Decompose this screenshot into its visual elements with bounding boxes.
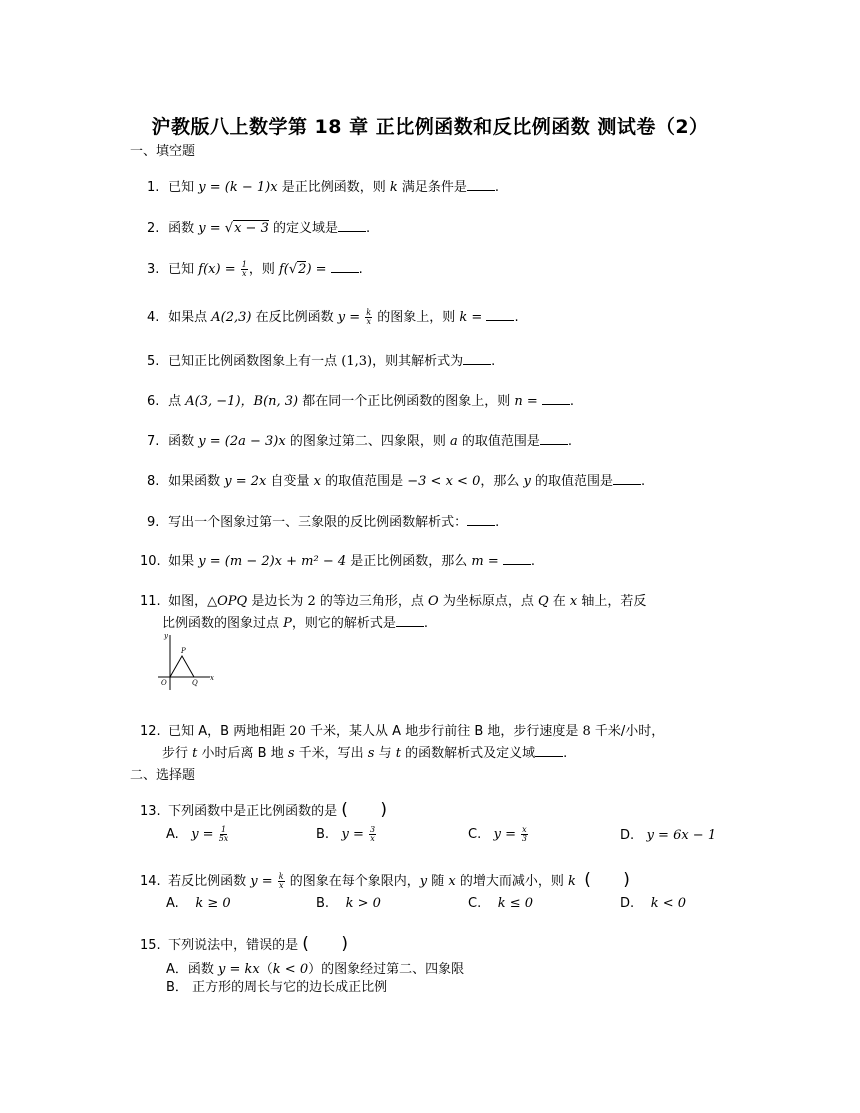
question-1 [147, 176, 499, 195]
text: 函数 [168, 434, 199, 449]
math: A(3, −1)，B(n, 3) [185, 394, 299, 409]
question-15 [140, 934, 348, 954]
question-number: 5. [147, 354, 160, 369]
text: 的取值范围是 [321, 474, 408, 489]
text: . [569, 394, 575, 409]
triangle-opq [170, 656, 194, 677]
option-label: D. [620, 828, 635, 843]
text: 步行 [162, 746, 193, 761]
text: 与 [374, 746, 396, 761]
math: k > 0 [345, 896, 381, 911]
denominator: x [370, 834, 375, 843]
answer-blank[interactable] [486, 309, 514, 321]
question-13 [140, 800, 387, 820]
answer-paren[interactable]: ( ) [341, 800, 387, 820]
numerator: 1 [241, 260, 247, 269]
text: 若反比例函数 [168, 874, 251, 889]
math: y = (k − 1)x [198, 180, 278, 195]
text: . [641, 474, 646, 489]
math: y = [341, 827, 368, 842]
answer-blank[interactable] [467, 179, 495, 191]
text: . [530, 554, 536, 569]
triangle-figure [156, 630, 220, 694]
math: y = (m − 2)x + m² − 4 [198, 554, 347, 569]
text: ，则 [248, 262, 279, 277]
text: 函数 [168, 221, 199, 236]
answer-blank[interactable] [540, 433, 568, 445]
option-d[interactable] [620, 896, 686, 911]
option-label: D. [620, 896, 635, 911]
math: −3 < x < 0 [407, 474, 481, 489]
math: k ≥ 0 [195, 896, 231, 911]
answer-paren[interactable]: ( ) [302, 934, 348, 954]
numerator: 3 [369, 825, 376, 834]
math: y = 2x [224, 474, 267, 489]
text: 的图象上，则 [373, 310, 460, 325]
option-c[interactable] [468, 826, 529, 843]
text: 的等边三角形，点 [315, 594, 429, 609]
option-label: C. [468, 896, 482, 911]
section-choice: 二、选择题 [130, 768, 196, 783]
answer-blank[interactable] [613, 473, 641, 485]
text: 已知 A，B 两地相距 [168, 724, 290, 739]
fraction [521, 826, 528, 843]
text: 函数 [187, 962, 219, 977]
denominator: 3 [521, 834, 527, 843]
option-c[interactable] [468, 896, 533, 911]
text: 的函数解析式及定义域 [400, 746, 536, 761]
text: 随 [427, 874, 449, 889]
text: 的定义域是 [268, 221, 338, 236]
fig-label-p: P [181, 647, 186, 655]
question-5 [147, 350, 495, 369]
text: . [358, 262, 363, 277]
math: A(2,3) [211, 310, 252, 325]
numerator: k [366, 308, 372, 317]
question-number: 1. [147, 180, 160, 195]
math: ) = [306, 262, 331, 277]
text: . [494, 180, 500, 195]
math: s [287, 746, 295, 761]
fig-label-x: x [210, 674, 214, 682]
math: k = [459, 310, 487, 325]
text: 小时后离 B 地 [197, 746, 288, 761]
text: 的取值范围是 [530, 474, 613, 489]
math: y [523, 474, 531, 489]
numerator: x [522, 825, 527, 834]
option-b[interactable] [316, 896, 381, 911]
question-12 [140, 720, 664, 739]
text: 是边长为 [247, 594, 308, 609]
text: 都在同一个正比例函数的图象上，则 [298, 394, 515, 409]
math: y = [191, 827, 218, 842]
math: y = [250, 874, 277, 889]
question-number: 2. [147, 221, 160, 236]
text: 的图象过第二、四象限，则 [285, 434, 450, 449]
text: . [366, 221, 371, 236]
question-11 [140, 590, 646, 609]
question-number: 15. [140, 938, 161, 953]
math: k < 0 [272, 962, 309, 977]
text: 千米，某人从 A 地步行前往 B 地，步行速度是 [305, 724, 583, 739]
question-number: 13. [140, 804, 161, 819]
option-d[interactable] [620, 828, 716, 843]
answer-blank[interactable] [535, 745, 563, 757]
text: 为坐标原点，点 [438, 594, 538, 609]
question-10 [140, 550, 535, 569]
text: （ [259, 962, 273, 977]
question-number: 8. [147, 474, 160, 489]
question-7 [147, 430, 572, 449]
option-label: C. [468, 827, 482, 842]
math: a [449, 434, 458, 449]
math: m = [471, 554, 503, 569]
question-9 [147, 511, 499, 530]
text: 在 [548, 594, 570, 609]
text: 自变量 [266, 474, 314, 489]
text: ）的图象经过第二、四象限 [308, 962, 465, 977]
option-label: B. [316, 827, 330, 842]
fraction [278, 873, 285, 890]
numerator: 1 [220, 825, 227, 834]
math: s [367, 746, 375, 761]
text: . [563, 746, 568, 761]
math: 8 [582, 724, 591, 739]
answer-blank[interactable] [503, 553, 531, 565]
math: x [448, 874, 456, 889]
sqrt-sign: √ [224, 221, 234, 236]
text: . [514, 310, 519, 325]
math: k ≤ 0 [497, 896, 534, 911]
math: n = [514, 394, 542, 409]
text: 已知 [168, 180, 199, 195]
option-label: A． [166, 962, 188, 977]
question-number: 11. [140, 594, 161, 609]
option-a[interactable] [166, 958, 464, 977]
question-4 [147, 306, 519, 326]
numerator: k [278, 872, 284, 881]
answer-blank[interactable] [331, 261, 359, 273]
math: y = (2a − 3)x [198, 434, 286, 449]
text: ，则它的解析式是 [291, 616, 396, 631]
math-radicand: x − 3 [234, 221, 269, 236]
text: 已知正比例函数图象上有一点 [168, 354, 342, 369]
math: y = kx [218, 962, 260, 977]
math: f( [278, 262, 289, 277]
text: 如果函数 [168, 474, 225, 489]
text: 的图象在每个象限内， [285, 874, 420, 889]
option-b[interactable] [316, 826, 377, 843]
math: 2 [307, 594, 316, 609]
denominator: x [278, 881, 284, 890]
question-number: 7. [147, 434, 160, 449]
math: △OPQ [207, 594, 248, 609]
answer-blank[interactable] [463, 353, 491, 365]
question-number: 4. [147, 310, 160, 325]
fraction [369, 826, 376, 843]
text: . [491, 354, 496, 369]
answer-paren[interactable]: ( ) [584, 870, 630, 890]
text: ，则其解析式为 [372, 354, 464, 369]
question-number: 3. [147, 262, 160, 277]
question-8 [147, 470, 645, 489]
question-2 [147, 217, 370, 236]
text: 点 [168, 394, 186, 409]
denominator: x [366, 317, 371, 326]
question-number: 12. [140, 724, 161, 739]
answer-blank[interactable] [542, 393, 570, 405]
question-number: 9. [147, 515, 160, 530]
option-a[interactable] [166, 896, 231, 911]
math: t [395, 746, 401, 761]
fraction [365, 309, 372, 326]
math: x [569, 594, 578, 609]
text: . [495, 515, 500, 530]
math: x [313, 474, 321, 489]
text: 下列函数中是正比例函数的是 [168, 804, 342, 819]
fraction [241, 261, 248, 278]
text: 的取值范围是 [457, 434, 540, 449]
answer-blank[interactable] [467, 514, 495, 526]
math: Q [537, 594, 549, 609]
text: 在反比例函数 [251, 310, 338, 325]
option-label: B. [316, 896, 330, 911]
math-radicand: 2 [298, 262, 307, 277]
text: 下列说法中，错误的是 [168, 938, 303, 953]
text: 如果点 [168, 310, 212, 325]
question-14 [140, 870, 630, 890]
text: 如图， [168, 594, 208, 609]
text: 轴上，若反 [577, 594, 647, 609]
math: P [283, 616, 292, 631]
option-label: B． [166, 980, 188, 995]
option-b[interactable] [166, 976, 387, 995]
answer-blank[interactable] [338, 220, 366, 232]
denominator: x [242, 269, 247, 278]
math: (1,3) [341, 354, 373, 369]
math: y = [493, 827, 521, 842]
text: 是正比例函数，则 [277, 180, 390, 195]
page-title: 沪教版八上数学第 18 章 正比例函数和反比例函数 测试卷（2） [151, 116, 709, 138]
section-fill-in: 一、填空题 [130, 144, 196, 159]
option-label: A. [166, 827, 179, 842]
text: 已知 [168, 262, 199, 277]
math: t [192, 746, 198, 761]
text: 的增大而减小，则 [455, 874, 569, 889]
math: f(x) = [198, 262, 240, 277]
fig-label-y: y [164, 632, 168, 640]
text: . [423, 616, 429, 631]
math: y = 6x − 1 [646, 828, 717, 843]
option-label: A. [166, 896, 179, 911]
text: 如果 [168, 554, 199, 569]
fraction [219, 826, 229, 843]
math: y = [198, 221, 225, 236]
question-number: 14. [140, 874, 161, 889]
denominator: 5x [218, 834, 229, 843]
math: y = [337, 310, 365, 325]
question-12-line-2 [162, 742, 567, 761]
text: 千米/小时， [590, 724, 665, 739]
question-number: 10. [140, 554, 161, 569]
text: 千米，写出 [294, 746, 368, 761]
text: 比例函数的图象过点 [162, 616, 284, 631]
answer-blank[interactable] [396, 615, 424, 627]
text: 正方形的周长与它的边长成正比例 [192, 980, 388, 995]
option-a[interactable] [166, 826, 229, 843]
math: k [389, 180, 398, 195]
fig-label-q: Q [192, 679, 198, 687]
math: 20 [289, 724, 306, 739]
math: k [568, 874, 576, 889]
text: . [567, 434, 573, 449]
sqrt-sign: √ [288, 262, 298, 277]
text: 满足条件是 [397, 180, 467, 195]
math: y [419, 874, 428, 889]
text: 是正比例函数，那么 [346, 554, 472, 569]
text: ，那么 [480, 474, 524, 489]
question-6 [147, 390, 574, 409]
question-3 [147, 258, 363, 278]
question-number: 6. [147, 394, 160, 409]
fig-label-o: O [161, 679, 167, 687]
math: O [428, 594, 439, 609]
text: 写出一个图象过第一、三象限的反比例函数解析式： [168, 515, 468, 530]
question-11-line-2 [162, 612, 428, 631]
math: k < 0 [650, 896, 686, 911]
